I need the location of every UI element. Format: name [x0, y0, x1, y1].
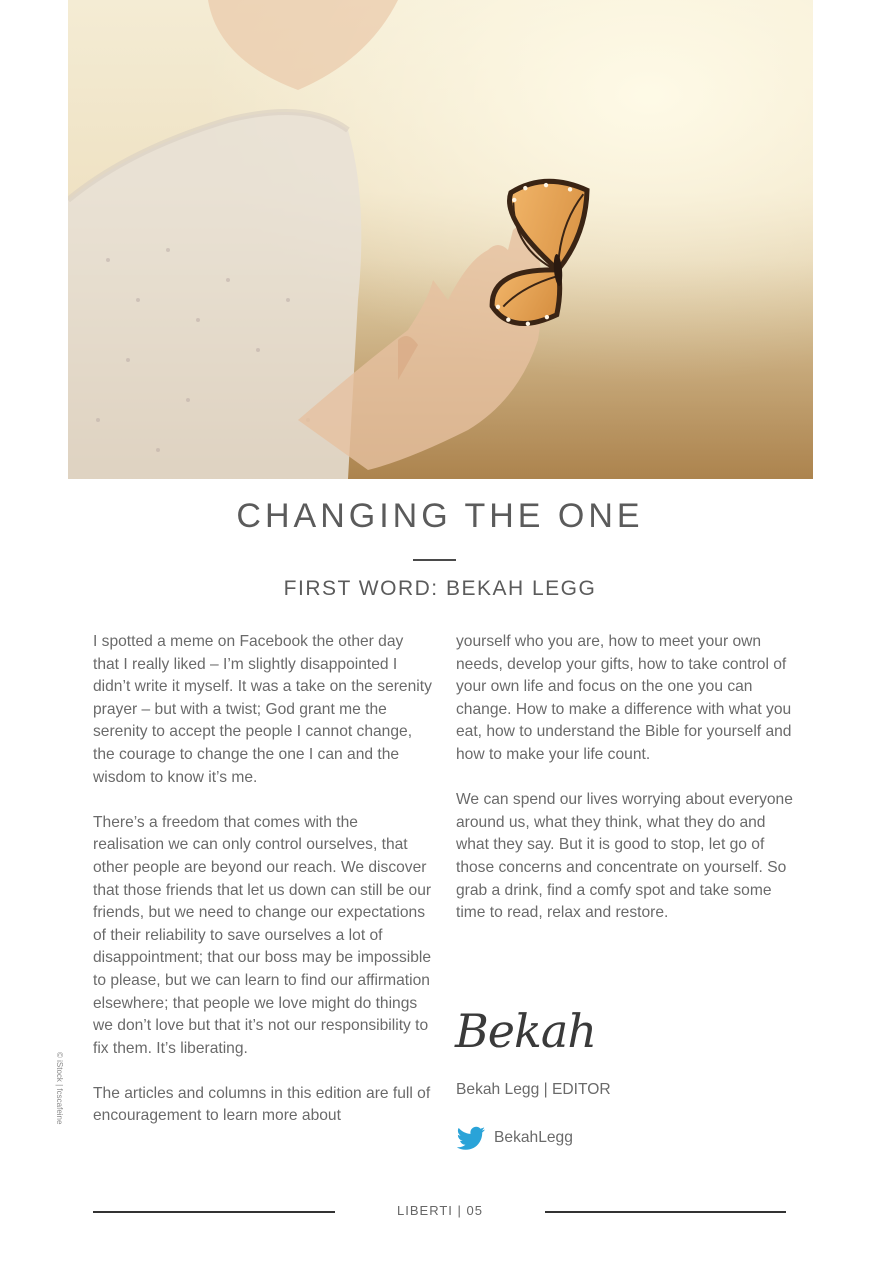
article-column-left [93, 631, 433, 1151]
paragraph: We can spend our lives worrying about everyone around us, what they think, what they do and what they say. But it is good to stop, let go of those concerns and concentrate on yourself. So grab a drink, find a comfy spot and take some time to read, relax and restore. [456, 791, 793, 922]
paragraph: I spotted a meme on Facebook the other day that I really liked – I’m slightly disappointed I didn’t write it myself. It was a take on the serenity prayer – but with a twist; God grant me the serenity to accept the people I cannot change, the courage to change the one I can and the wisdom to know it’s me. [93, 633, 432, 786]
editor-name-role: Bekah Legg | EDITOR [456, 1081, 611, 1098]
photo-credit [55, 1052, 70, 1125]
hero-photo [68, 0, 813, 479]
paragraph: yourself who you are, how to meet your own needs, develop your gifts, how to take control of your own life and focus on the one you can change. How to make a difference with what you eat, how to understand the Bible for yourself and how to make your life count. [456, 633, 792, 763]
twitter-bird-icon [456, 1126, 486, 1150]
footer-page-label: LIBERTI | 05 [397, 1203, 483, 1218]
title-divider [413, 559, 456, 561]
editor-signature: Bekah [455, 1004, 596, 1058]
paragraph: The articles and columns in this edition are full of encouragement to learn more about [93, 1084, 431, 1125]
paragraph: There’s a freedom that comes with the realisation we can only control ourselves, that other people are beyond our reach. We discover that those friends that let us down can still be our friends, but we need to change our expectations of their reliability to save ourselves a lot of disappointment; that our boss may be impossible to please, but we can learn to find our affirmation elsewhere; that people we love might do things we don’t love but that it’s not our responsibility to fix them. It’s liberating. [93, 813, 432, 1057]
twitter-handle: BekahLegg [494, 1129, 573, 1146]
butterfly-hand-illustration [68, 0, 813, 479]
article-title: CHANGING THE ONE [236, 497, 644, 535]
photo-credit-text: © iStock | fcscafeine [55, 1052, 64, 1125]
twitter-link[interactable] [456, 1126, 573, 1150]
article-column-right [456, 631, 796, 947]
article-subtitle: FIRST WORD: BEKAH LEGG [283, 577, 597, 600]
